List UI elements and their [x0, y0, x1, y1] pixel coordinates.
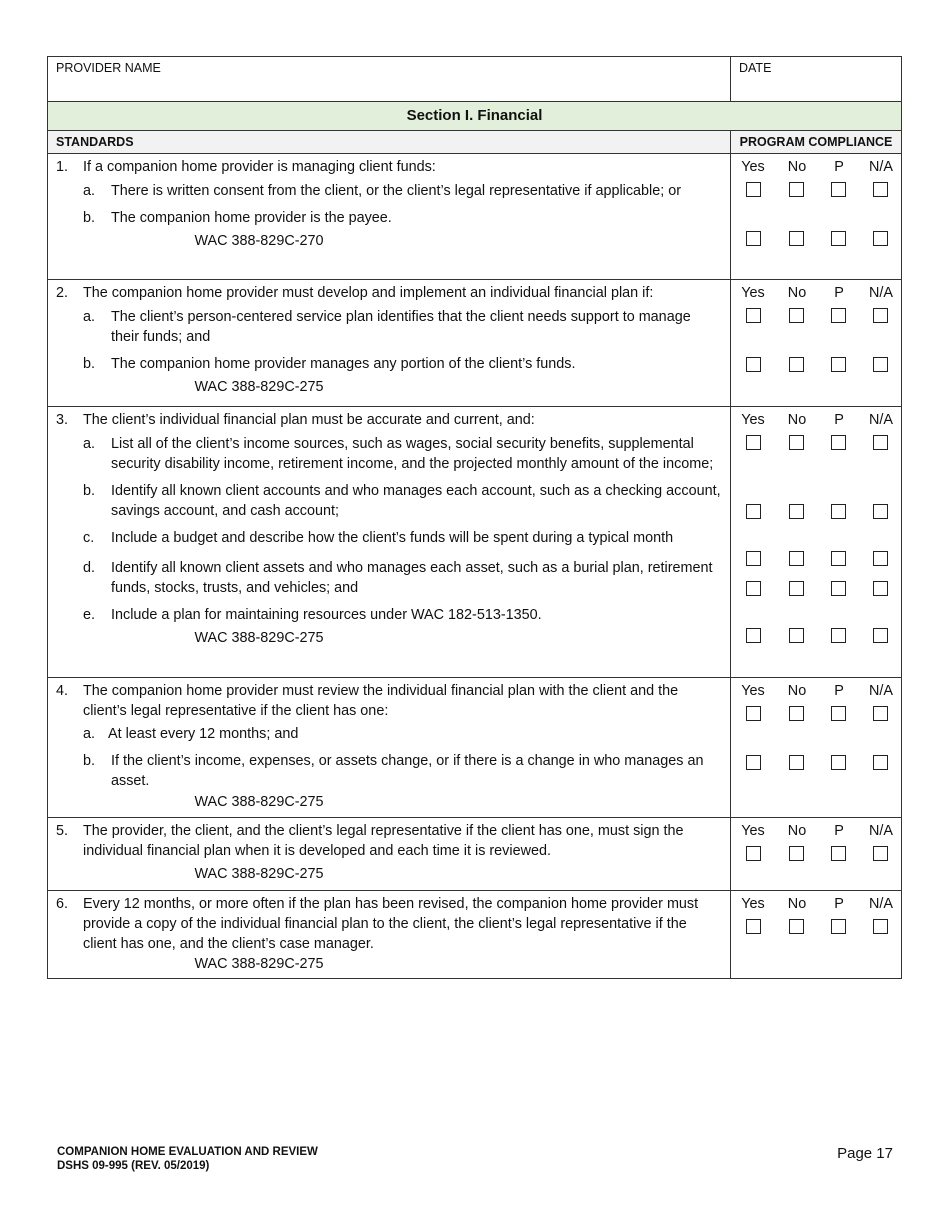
yes-checkbox[interactable] — [746, 846, 761, 861]
no-checkbox[interactable] — [789, 846, 804, 861]
p-header: P — [834, 823, 844, 839]
item-text: The client’s individual financial plan must be accurate and current, and: — [83, 412, 535, 428]
yes-checkbox[interactable] — [746, 308, 761, 323]
item-number: 2. — [56, 285, 69, 301]
sub-letter: b. — [83, 210, 96, 226]
na-header: N/A — [869, 285, 893, 301]
na-checkbox[interactable] — [873, 308, 888, 323]
no-checkbox[interactable] — [789, 551, 804, 566]
p-header: P — [834, 896, 844, 912]
program-compliance-header: PROGRAM COMPLIANCE — [739, 135, 893, 149]
yes-header: Yes — [741, 285, 765, 301]
sub-letter: e. — [83, 607, 96, 623]
wac-reference: WAC 388-829C-275 — [194, 630, 324, 646]
na-checkbox[interactable] — [873, 628, 888, 643]
standard-item-2 — [48, 280, 901, 407]
no-checkbox[interactable] — [789, 357, 804, 372]
no-checkbox[interactable] — [789, 231, 804, 246]
p-checkbox[interactable] — [831, 846, 846, 861]
sub-text: The companion home provider is the payee. — [111, 210, 392, 226]
yes-checkbox[interactable] — [746, 706, 761, 721]
sub-text: There is written consent from the client, or the client’s legal representative if applicable; or — [111, 183, 682, 199]
sub-text: Include a budget and describe how the client’s funds will be spent during a typical month — [111, 530, 674, 546]
p-checkbox[interactable] — [831, 551, 846, 566]
wac-reference: WAC 388-829C-275 — [194, 956, 324, 972]
yes-header: Yes — [741, 823, 765, 839]
sub-text: List all of the client’s income sources, such as wages, social security benefits, supplemental security disability income, retirement income, and the projected monthly amount of the income; — [111, 436, 714, 472]
answer-headers — [731, 157, 901, 177]
date-label: DATE — [739, 61, 772, 75]
sub-text: At least every 12 months; and — [108, 726, 299, 742]
item-text: If a companion home provider is managing client funds: — [83, 159, 436, 175]
column-header-row — [48, 131, 901, 154]
p-checkbox[interactable] — [831, 755, 846, 770]
na-checkbox[interactable] — [873, 231, 888, 246]
header-row — [48, 57, 901, 102]
no-checkbox[interactable] — [789, 628, 804, 643]
yes-checkbox[interactable] — [746, 357, 761, 372]
wac-reference: WAC 388-829C-275 — [194, 794, 324, 810]
sub-letter: a. — [83, 309, 96, 325]
yes-checkbox[interactable] — [746, 231, 761, 246]
item-text: The companion home provider must develop and implement an individual financial plan if: — [83, 285, 654, 301]
na-checkbox[interactable] — [873, 755, 888, 770]
no-checkbox[interactable] — [789, 182, 804, 197]
no-checkbox[interactable] — [789, 308, 804, 323]
wac-reference: WAC 388-829C-270 — [194, 233, 324, 249]
item-number: 6. — [56, 896, 69, 912]
wac-reference: WAC 388-829C-275 — [194, 379, 324, 395]
p-checkbox[interactable] — [831, 435, 846, 450]
na-header: N/A — [869, 823, 893, 839]
na-header: N/A — [869, 412, 893, 428]
yes-checkbox[interactable] — [746, 628, 761, 643]
na-checkbox[interactable] — [873, 919, 888, 934]
standard-item-1 — [48, 154, 901, 280]
sub-letter: b. — [83, 483, 96, 499]
no-header: No — [787, 896, 807, 912]
standard-item-4 — [48, 678, 901, 818]
item-number: 3. — [56, 412, 69, 428]
na-checkbox[interactable] — [873, 504, 888, 519]
sub-letter: a. — [83, 436, 96, 452]
na-checkbox[interactable] — [873, 551, 888, 566]
no-header: No — [787, 683, 807, 699]
item-text: The companion home provider must review the individual financial plan with the client and the client’s legal representative if the client has one: — [83, 683, 679, 719]
no-checkbox[interactable] — [789, 435, 804, 450]
evaluation-form — [47, 56, 902, 979]
yes-checkbox[interactable] — [746, 551, 761, 566]
sub-letter: c. — [83, 530, 95, 546]
no-checkbox[interactable] — [789, 755, 804, 770]
na-header: N/A — [869, 159, 893, 175]
date-field[interactable] — [731, 57, 901, 101]
yes-header: Yes — [741, 412, 765, 428]
answer-headers — [731, 681, 901, 701]
sub-text: If the client’s income, expenses, or assets change, or if there is a change in who manages an asset. — [111, 753, 704, 789]
na-header: N/A — [869, 683, 893, 699]
item-number: 4. — [56, 683, 69, 699]
yes-header: Yes — [741, 159, 765, 175]
no-header: No — [787, 285, 807, 301]
p-header: P — [834, 683, 844, 699]
p-checkbox[interactable] — [831, 706, 846, 721]
na-checkbox[interactable] — [873, 357, 888, 372]
standards-header: STANDARDS — [48, 131, 731, 153]
yes-header: Yes — [741, 896, 765, 912]
p-header: P — [834, 412, 844, 428]
yes-checkbox[interactable] — [746, 755, 761, 770]
answer-headers — [731, 894, 901, 914]
provider-name-label: PROVIDER NAME — [56, 61, 161, 75]
no-header: No — [787, 159, 807, 175]
p-header: P — [834, 159, 844, 175]
no-checkbox[interactable] — [789, 919, 804, 934]
na-checkbox[interactable] — [873, 706, 888, 721]
item-number: 1. — [56, 159, 69, 175]
sub-letter: d. — [83, 560, 96, 576]
answer-headers — [731, 410, 901, 430]
p-checkbox[interactable] — [831, 581, 846, 596]
item-number: 5. — [56, 823, 69, 839]
yes-checkbox[interactable] — [746, 504, 761, 519]
provider-name-field[interactable] — [48, 57, 731, 101]
form-number: DSHS 09-995 (REV. 05/2019) — [57, 1160, 210, 1172]
na-checkbox[interactable] — [873, 581, 888, 596]
section-title: Section I. Financial — [48, 102, 901, 131]
yes-checkbox[interactable] — [746, 435, 761, 450]
yes-header: Yes — [741, 683, 765, 699]
form-title: COMPANION HOME EVALUATION AND REVIEW — [57, 1146, 318, 1158]
item-text: The provider, the client, and the client’s legal representative if the client has one, must sign the individual financial plan when it is developed and each time it is reviewed. — [83, 823, 684, 859]
no-header: No — [787, 412, 807, 428]
answer-headers — [731, 821, 901, 841]
p-checkbox[interactable] — [831, 919, 846, 934]
answer-headers — [731, 283, 901, 303]
sub-letter: b. — [83, 753, 96, 769]
wac-reference: WAC 388-829C-275 — [194, 866, 324, 882]
no-checkbox[interactable] — [789, 581, 804, 596]
sub-text: Identify all known client accounts and who manages each account, such as a checking account, savings account, and cash account; — [111, 483, 721, 519]
no-header: No — [787, 823, 807, 839]
yes-checkbox[interactable] — [746, 919, 761, 934]
p-checkbox[interactable] — [831, 357, 846, 372]
na-checkbox[interactable] — [873, 435, 888, 450]
p-checkbox[interactable] — [831, 308, 846, 323]
na-header: N/A — [869, 896, 893, 912]
sub-letter: a. — [83, 726, 96, 742]
page-number: Page 17 — [837, 1145, 893, 1162]
sub-text: Include a plan for maintaining resources under WAC 182-513-1350. — [111, 607, 542, 623]
yes-checkbox[interactable] — [746, 182, 761, 197]
item-text: Every 12 months, or more often if the plan has been revised, the companion home provider must provide a copy of the individual financial plan to the client, the client’s legal representative if the client has one, and the client’s case manager. — [83, 896, 699, 952]
p-header: P — [834, 285, 844, 301]
standard-item-5 — [48, 818, 901, 891]
p-checkbox[interactable] — [831, 504, 846, 519]
p-checkbox[interactable] — [831, 628, 846, 643]
no-checkbox[interactable] — [789, 504, 804, 519]
sub-letter: b. — [83, 356, 96, 372]
p-checkbox[interactable] — [831, 231, 846, 246]
sub-text: The client’s person-centered service plan identifies that the client needs support to manage their funds; and — [111, 309, 691, 345]
footer-form-info — [57, 1145, 318, 1173]
no-checkbox[interactable] — [789, 706, 804, 721]
na-checkbox[interactable] — [873, 846, 888, 861]
sub-text: The companion home provider manages any portion of the client’s funds. — [111, 356, 576, 372]
sub-letter: a. — [83, 183, 96, 199]
standard-item-6 — [48, 891, 901, 978]
na-checkbox[interactable] — [873, 182, 888, 197]
standard-item-3 — [48, 407, 901, 678]
yes-checkbox[interactable] — [746, 581, 761, 596]
sub-text: Identify all known client assets and who manages each asset, such as a burial plan, retirement funds, stocks, trusts, and vehicles; and — [111, 560, 713, 596]
p-checkbox[interactable] — [831, 182, 846, 197]
